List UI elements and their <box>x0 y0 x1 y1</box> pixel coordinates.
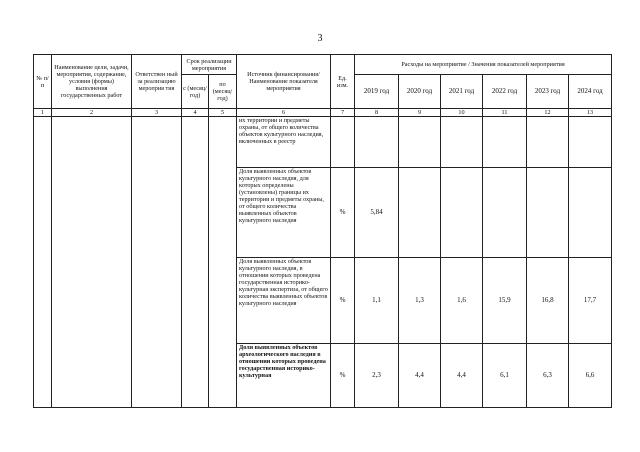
column-number: 4 <box>182 109 209 117</box>
value-cell <box>569 168 612 258</box>
column-number: 3 <box>132 109 182 117</box>
value-cell <box>399 117 441 168</box>
header-no: № п/п <box>34 55 52 109</box>
header-year: 2020 год <box>399 75 441 109</box>
column-number: 11 <box>483 109 527 117</box>
value-cell <box>399 168 441 258</box>
cell-name <box>52 117 132 408</box>
value-cell <box>483 168 527 258</box>
column-number: 12 <box>527 109 569 117</box>
indicators-table <box>33 54 612 408</box>
page-number: 3 <box>317 33 323 44</box>
column-number: 10 <box>441 109 483 117</box>
value-cell: 6,1 <box>483 344 527 408</box>
value-cell: 6,6 <box>569 344 612 408</box>
value-cell <box>527 168 569 258</box>
column-number: 6 <box>237 109 331 117</box>
header-year: 2019 год <box>355 75 399 109</box>
value-cell: 4,4 <box>441 344 483 408</box>
indicator-text: Доля выявленных объектов культурного наследия, в отношении которых проведена государственная историко-культурная экспертиза, от общего количества выявленных объектов культурного наследия <box>237 258 331 344</box>
value-cell: 15,9 <box>483 258 527 344</box>
cell-to <box>209 117 237 408</box>
header-period: Срок реализации мероприятия <box>182 55 237 75</box>
column-number: 8 <box>355 109 399 117</box>
column-number: 1 <box>34 109 52 117</box>
value-cell: 17,7 <box>569 258 612 344</box>
indicator-text: Доля выявленных объектов культурного наследия, для которых определены (установлены) границы их территории и предметы охраны, от общего количества выявленных объектов культурного наследия <box>237 168 331 258</box>
column-number: 13 <box>569 109 612 117</box>
header-unit: Ед. изм. <box>331 55 355 109</box>
value-cell: 5,84 <box>355 168 399 258</box>
cell-no <box>34 117 52 408</box>
value-cell: 4,4 <box>399 344 441 408</box>
value-cell: 6,3 <box>527 344 569 408</box>
unit-cell: % <box>331 344 355 408</box>
header-year: 2022 год <box>483 75 527 109</box>
value-cell <box>483 117 527 168</box>
header-to: по (месяц/ год) <box>209 75 237 109</box>
column-number: 7 <box>331 109 355 117</box>
cell-from <box>182 117 209 408</box>
value-cell <box>527 117 569 168</box>
value-cell: 2,3 <box>355 344 399 408</box>
value-cell <box>355 117 399 168</box>
header-from: с (месяц/ год) <box>182 75 209 109</box>
table-row <box>34 117 612 168</box>
indicator-text: Доля выявленных объектов археологического наследия в отношении которых проведена государственная историко-культурная <box>237 344 331 408</box>
value-cell: 16,8 <box>527 258 569 344</box>
column-number: 9 <box>399 109 441 117</box>
header-source: Источник финансирования/ Наименование показателя мероприятия <box>237 55 331 109</box>
value-cell <box>441 168 483 258</box>
header-name: Наименование цели, задачи, мероприятия, содержание, условия (формы) выполнения государственных работ <box>52 55 132 109</box>
unit-cell: % <box>331 258 355 344</box>
unit-cell: % <box>331 168 355 258</box>
header-year: 2024 год <box>569 75 612 109</box>
value-cell: 1,6 <box>441 258 483 344</box>
column-number: 2 <box>52 109 132 117</box>
cell-responsible <box>132 117 182 408</box>
value-cell <box>569 117 612 168</box>
column-number: 5 <box>209 109 237 117</box>
value-cell: 1,1 <box>355 258 399 344</box>
unit-cell <box>331 117 355 168</box>
header-year: 2021 год <box>441 75 483 109</box>
value-cell <box>441 117 483 168</box>
header-responsible: Ответствен ный за реализацию мероприя тия <box>132 55 182 109</box>
header-year: 2023 год <box>527 75 569 109</box>
header-expenses: Расходы на мероприятие / Значения показателей мероприятия <box>355 55 612 75</box>
indicator-text: их территории и предметы охраны, от общего количества объектов культурного наследия, включенных в реестр <box>237 117 331 168</box>
value-cell: 1,3 <box>399 258 441 344</box>
